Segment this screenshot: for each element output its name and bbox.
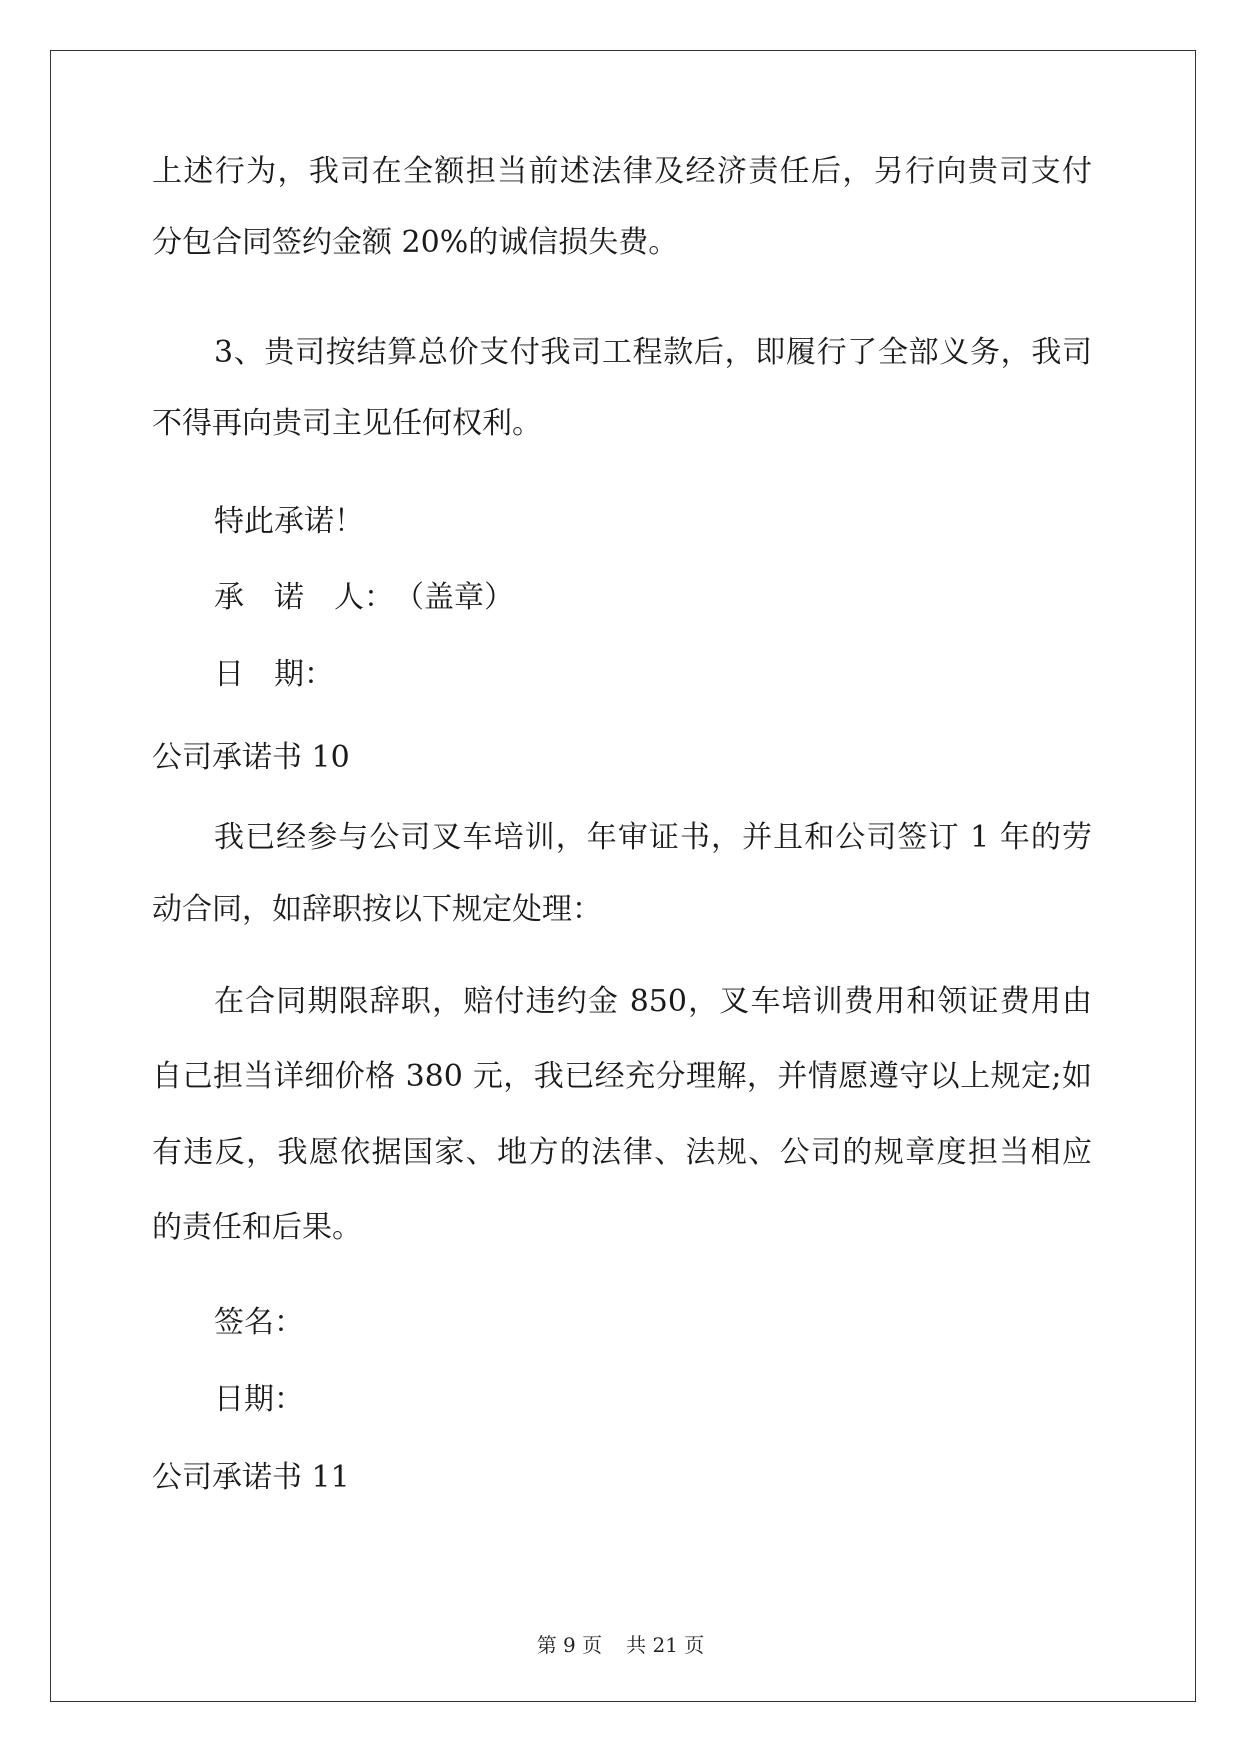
page-footer [0, 1632, 1241, 1658]
date-field: 日期： [214, 1382, 304, 1417]
page-number: 第 9 页 [536, 1633, 603, 1657]
paragraph-line: 在合同期限辞职，赔付违约金 850，叉车培训费用和领证费用由 [214, 984, 1092, 1019]
closing-statement: 特此承诺！ [214, 504, 364, 539]
paragraph-line: 动合同，如辞职按以下规定处理： [152, 892, 602, 927]
paragraph-line: 有违反，我愿依据国家、地方的法律、法规、公司的规章度担当相应 [152, 1135, 1092, 1170]
paragraph-line: 我已经参与公司叉车培训，年审证书，并且和公司签订 1 年的劳 [214, 820, 1092, 855]
page-total: 共 21 页 [626, 1633, 705, 1657]
signature-field: 签名： [214, 1305, 304, 1340]
paragraph-line: 分包合同签约金额 20%的诚信损失费。 [152, 225, 679, 260]
paragraph-line: 3、贵司按结算总价支付我司工程款后，即履行了全部义务，我司 [214, 335, 1092, 370]
page-border [50, 50, 1196, 1702]
paragraph-line: 不得再向贵司主见任何权利。 [152, 406, 542, 441]
section-heading: 公司承诺书 11 [152, 1460, 350, 1495]
date-field: 日 期： [214, 657, 334, 692]
section-heading: 公司承诺书 10 [152, 740, 350, 775]
paragraph-line: 上述行为，我司在全额担当前述法律及经济责任后，另行向贵司支付 [152, 154, 1092, 189]
paragraph-line: 自己担当详细价格 380 元，我已经充分理解，并情愿遵守以上规定;如 [152, 1059, 1092, 1094]
paragraph-line: 的责任和后果。 [152, 1210, 362, 1245]
promisor-field: 承 诺 人： （盖章） [214, 580, 514, 615]
